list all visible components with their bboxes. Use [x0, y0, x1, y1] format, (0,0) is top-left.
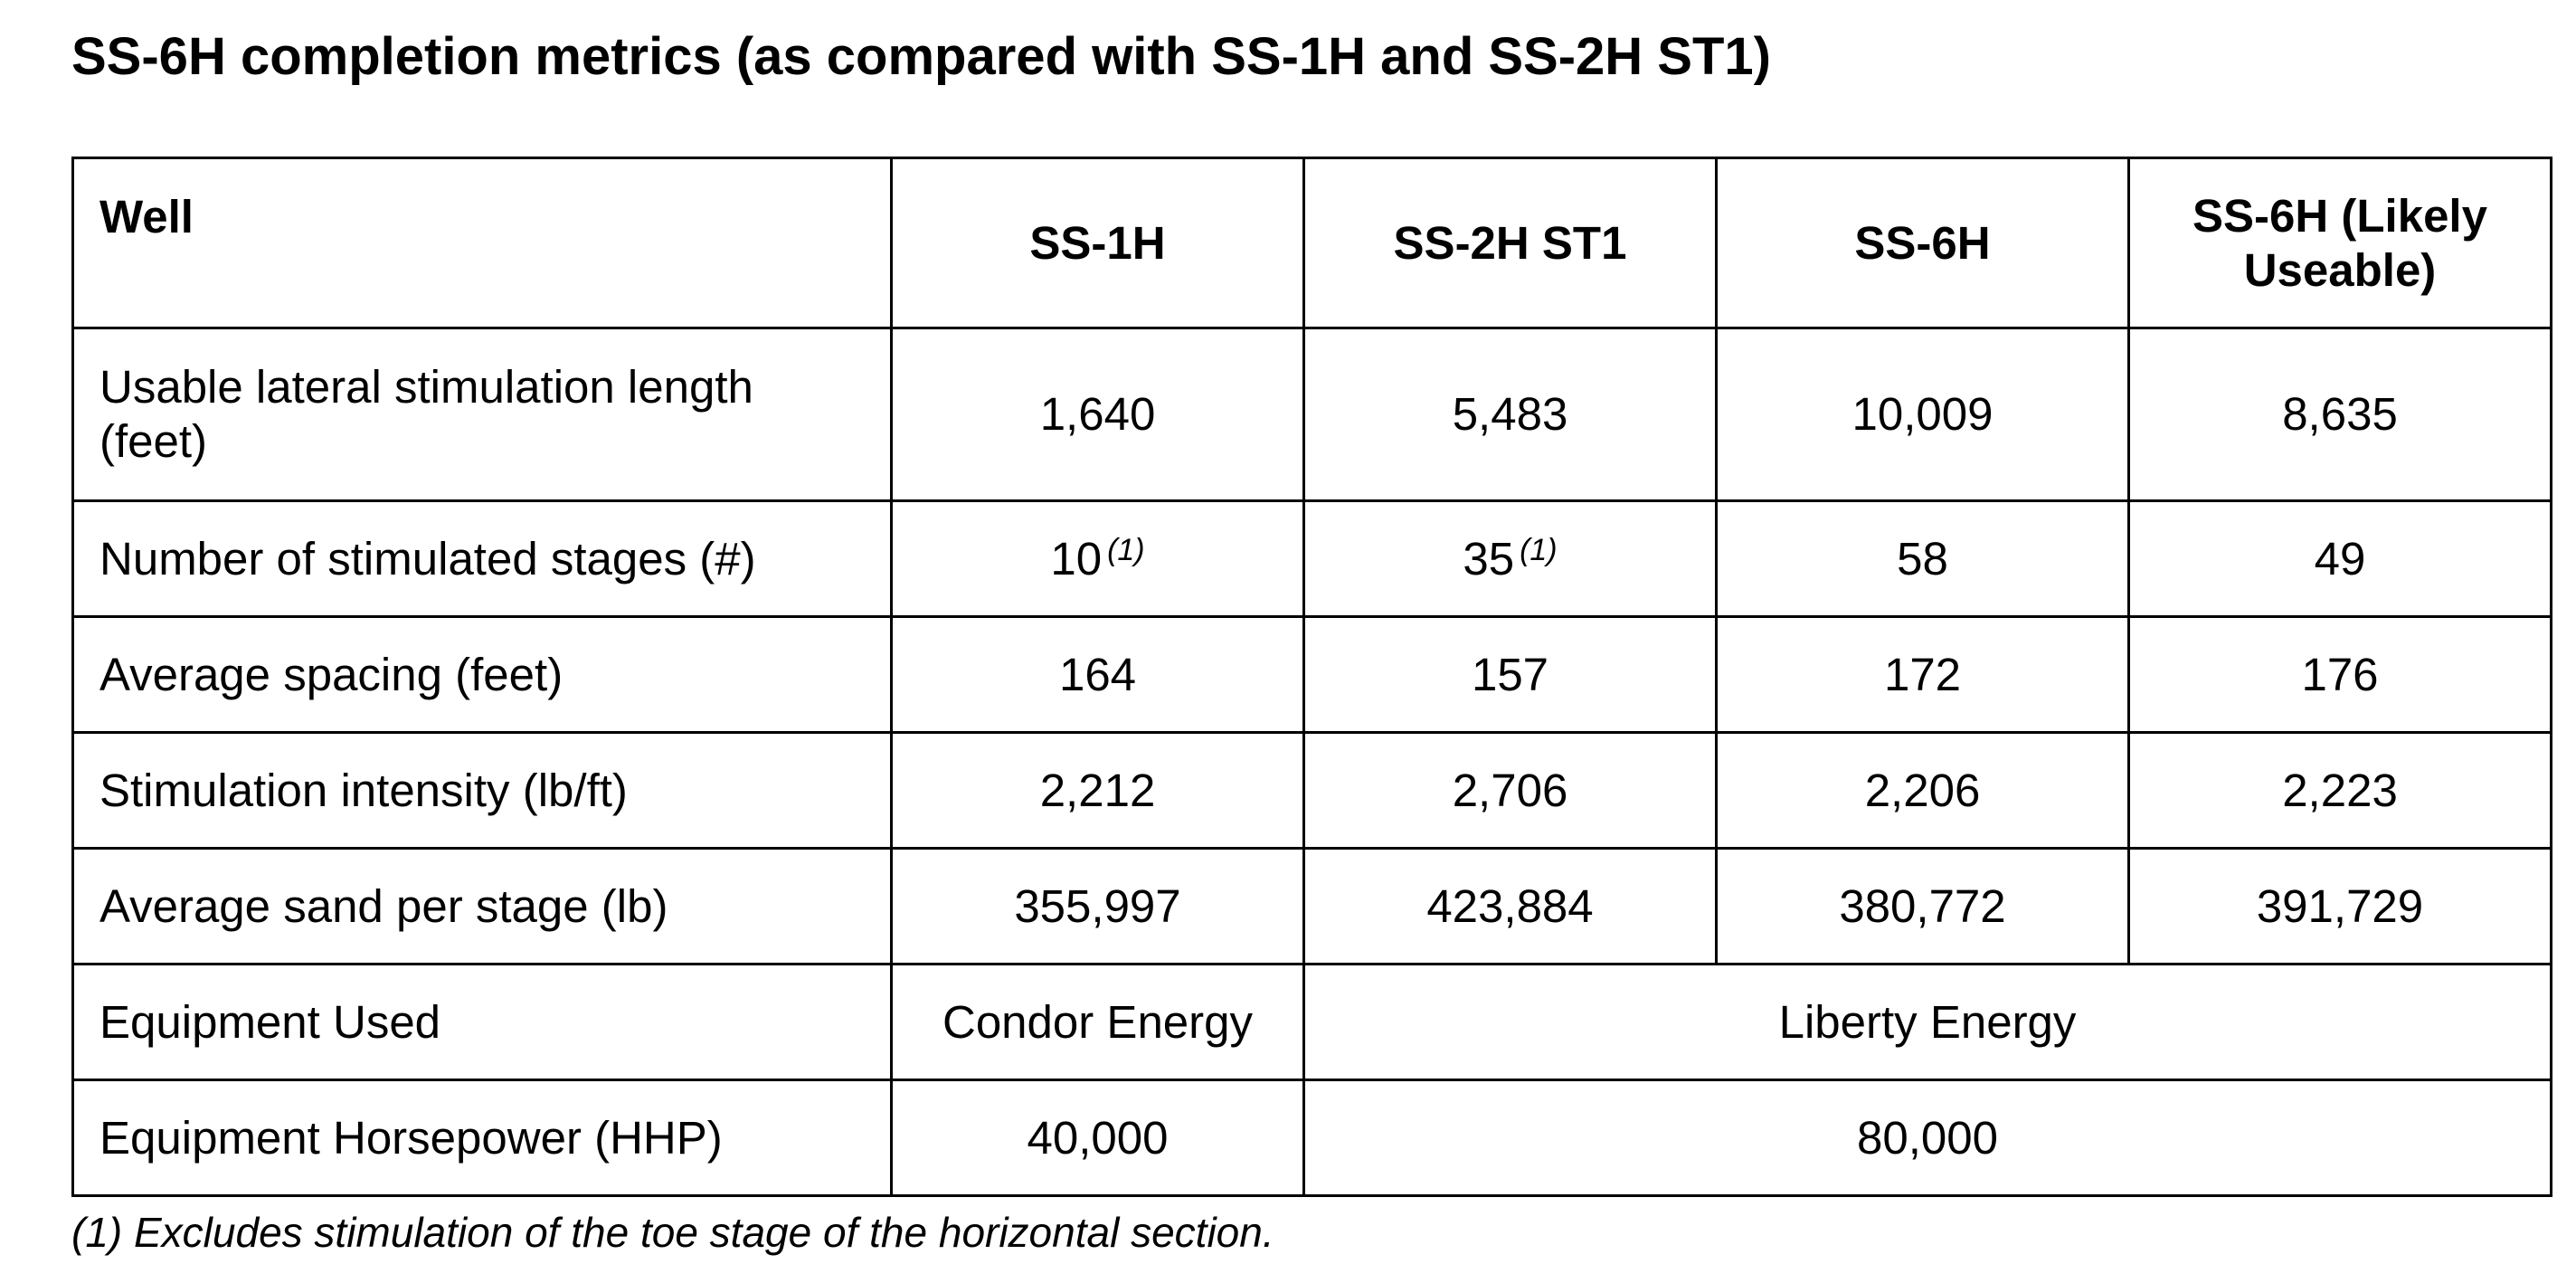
page-title: SS-6H completion metrics (as compared with SS-1H and SS-2H ST1) — [71, 27, 1771, 86]
cell-value: 2,706 — [1304, 733, 1717, 849]
cell-value — [892, 501, 1304, 617]
cell-value: 423,884 — [1304, 849, 1717, 965]
table-row — [73, 733, 2552, 849]
footnote-mark: (1) — [1107, 532, 1145, 567]
row-label: Equipment Used — [73, 965, 892, 1080]
table-row — [73, 501, 2552, 617]
cell-value: 40,000 — [892, 1080, 1304, 1196]
cell-value: 2,206 — [1717, 733, 2129, 849]
table-row — [73, 617, 2552, 733]
cell-value: 2,223 — [2129, 733, 2552, 849]
cell-number: 10 — [1050, 532, 1103, 584]
table-row — [73, 849, 2552, 965]
table-footnote: (1) Excludes stimulation of the toe stage of the horizontal section. — [71, 1209, 1274, 1256]
row-label: Usable lateral stimulation length (feet) — [73, 328, 892, 501]
cell-value-merged: 80,000 — [1304, 1080, 2552, 1196]
cell-value: 8,635 — [2129, 328, 2552, 501]
row-label: Equipment Horsepower (HHP) — [73, 1080, 892, 1196]
cell-value: 380,772 — [1717, 849, 2129, 965]
completion-metrics-table — [71, 157, 2552, 1197]
header-ss-2h-st1: SS-2H ST1 — [1304, 158, 1717, 328]
cell-value: 49 — [2129, 501, 2552, 617]
cell-value: 391,729 — [2129, 849, 2552, 965]
table-row — [73, 1080, 2552, 1196]
cell-value: 58 — [1717, 501, 2129, 617]
row-label: Stimulation intensity (lb/ft) — [73, 733, 892, 849]
header-ss-6h-likely-useable: SS-6H (Likely Useable) — [2129, 158, 2552, 328]
row-label: Average spacing (feet) — [73, 617, 892, 733]
cell-value: 176 — [2129, 617, 2552, 733]
header-well: Well — [73, 158, 892, 328]
table-header-row — [73, 158, 2552, 328]
cell-number: 35 — [1463, 532, 1515, 584]
cell-value: 1,640 — [892, 328, 1304, 501]
cell-value: 2,212 — [892, 733, 1304, 849]
cell-value: 164 — [892, 617, 1304, 733]
table-row — [73, 328, 2552, 501]
cell-value: 355,997 — [892, 849, 1304, 965]
cell-value: 157 — [1304, 617, 1717, 733]
table-row — [73, 965, 2552, 1080]
cell-value-merged: Liberty Energy — [1304, 965, 2552, 1080]
header-ss-6h: SS-6H — [1717, 158, 2129, 328]
cell-value — [1304, 501, 1717, 617]
cell-value: 172 — [1717, 617, 2129, 733]
cell-value: Condor Energy — [892, 965, 1304, 1080]
footnote-mark: (1) — [1520, 532, 1558, 567]
cell-value: 5,483 — [1304, 328, 1717, 501]
cell-value: 10,009 — [1717, 328, 2129, 501]
row-label: Average sand per stage (lb) — [73, 849, 892, 965]
header-ss-1h: SS-1H — [892, 158, 1304, 328]
row-label: Number of stimulated stages (#) — [73, 501, 892, 617]
